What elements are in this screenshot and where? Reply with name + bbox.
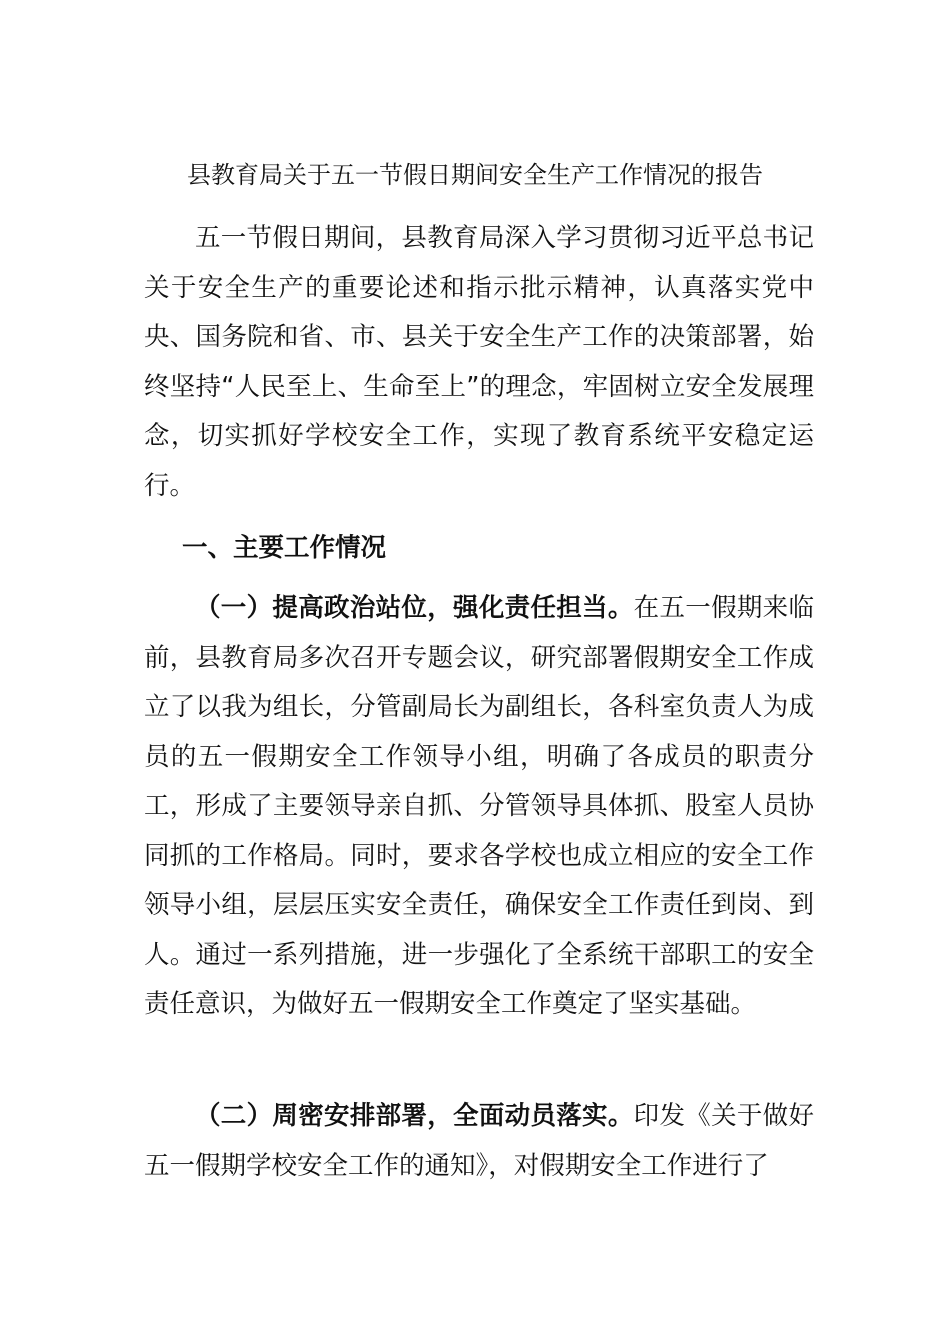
intro-paragraph <box>144 214 814 511</box>
paragraph-2-text <box>144 1092 814 1191</box>
paragraph-2-body: 印发《关于做好五一假期学校安全工作的通知》，对假期安全工作进行了 <box>144 1101 814 1181</box>
paragraph-1-text <box>144 584 814 1030</box>
document-title: 县教育局关于五一节假日期间安全生产工作情况的报告 <box>187 161 763 189</box>
paragraph-2 <box>144 1092 814 1191</box>
section-heading: 一、主要工作情况 <box>182 533 387 563</box>
paragraph-2-lead: （二）周密安排部署，全面动员落实。 <box>195 1101 634 1131</box>
intro-text: 五一节假日期间，县教育局深入学习贯彻习近平总书记关于安全生产的重要论述和指示批示精神，认真落实党中央、国务院和省、市、县关于安全生产工作的决策部署，始终坚持“人民至上、生命至上”的理念，牢固树立安全发展理念，切实抓好学校安全工作，实现了教育系统平安稳定运行。 <box>144 223 814 501</box>
paragraph-1-body: 在五一假期来临前，县教育局多次召开专题会议，研究部署假期安全工作成立了以我为组长，分管副局长为副组长，各科室负责人为成员的五一假期安全工作领导小组，明确了各成员的职责分工，形成了主要领导亲自抓、分管领导具体抓、股室人员协同抓的工作格局。同时，要求各学校也成立相应的安全工作领导小组，层层压实安全责任，确保安全工作责任到岗、到人。通过一系列措施，进一步强化了全系统干部职工的安全责任意识，为做好五一假期安全工作奠定了坚实基础。 <box>144 593 814 1019</box>
paragraph-1-lead: （一）提高政治站位，强化责任担当。 <box>195 593 634 623</box>
paragraph-1 <box>144 584 814 1030</box>
